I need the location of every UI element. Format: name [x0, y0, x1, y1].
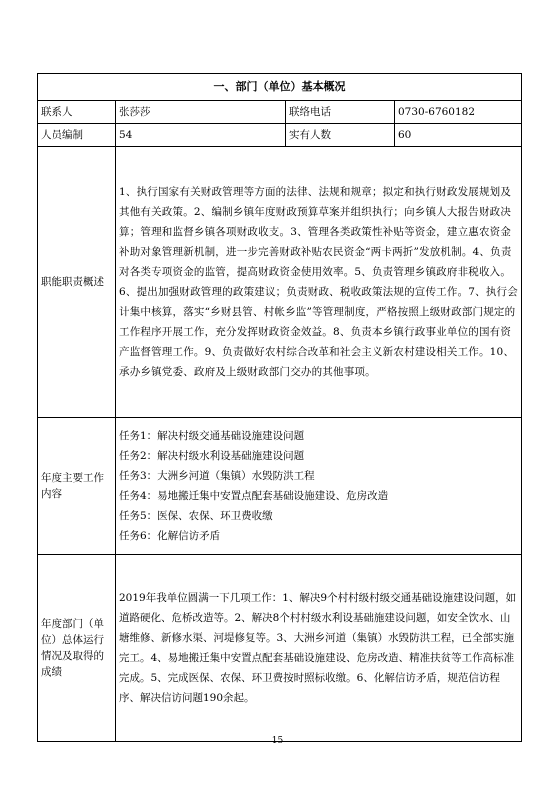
contact-value: 张莎莎 [116, 101, 286, 124]
task-item: 任务5：医保、农保、环卫费收缴 [119, 510, 273, 522]
contact-label: 联系人 [38, 101, 116, 124]
phone-value: 0730-6760182 [395, 101, 522, 124]
staffing-value: 54 [116, 124, 286, 147]
actual-staff-label: 实有人数 [286, 124, 395, 147]
annual-results-text: 2019年我单位圆满一下几项工作：1、解决9个村村级村级交通基础设施建设问题，如道路硬化、危桥改造等。2、解决8个村村级水利设基础施建设问题，如安全饮水、山塘维修、新修水渠、河堤修复等。3、大洲乡河道（集镇）水毁防洪工程，已全部实施完工。4、易地搬迁集中安置点配套基础设施建设、危房改造、精准扶贫等工作高标准完成。5、完成医保、农保、环卫费按时照标收缴。6、化解信访矛盾，规范信访程序、解决信访问题190余起。 [116, 555, 522, 742]
task-item: 任务4：易地搬迁集中安置点配套基础设施建设、危房改造 [119, 490, 389, 502]
page-number: 15 [271, 736, 284, 746]
duties-text: 1、执行国家有关财政管理等方面的法律、法规和规章；拟定和执行财政发展规划及其他有关政策。2、编制乡镇年度财政预算草案并组织执行；向乡镇人大报告财政决算；管理和监督乡镇各项财政收支。3、管理各类政策性补贴等资金，建立惠农资金补助对象管理新机制，进一步完善财政补贴农民资金“两卡两折”发放机制。4、负责对各类专项资金的监管，提高财政资金使用效率。5、负责管理乡镇政府非税收入。6、提出加强财政管理的政策建议；负责财政、税收政策法规的宣传工作。7、执行会计集中核算，落实“乡财县管、村帐乡监”等管理制度，严格按照上级财政部门规定的工作程序开展工作，充分发挥财政资金效益。8、负责本乡镇行政事业单位的国有资产监督管理工作。9、负责做好农村综合改革和社会主义新农村建设相关工作。10、承办乡镇党委、政府及上级财政部门交办的其他事项。 [116, 147, 522, 418]
annual-results-label: 年度部门（单位）总体运行情况及取得的成绩 [38, 555, 116, 742]
task-item: 任务1：解决村级交通基础设施建设问题 [119, 430, 305, 442]
staffing-label: 人员编制 [38, 124, 116, 147]
duties-label: 职能职责概述 [38, 147, 116, 418]
annual-tasks-list [116, 418, 522, 555]
annual-tasks-label: 年度主要工作内容 [38, 418, 116, 555]
unit-overview-table [37, 73, 522, 742]
task-item: 任务6：化解信访矛盾 [119, 530, 221, 542]
section-title: 一、部门（单位）基本概况 [38, 74, 522, 101]
task-item: 任务3：大洲乡河道（集镇）水毁防洪工程 [119, 470, 315, 482]
actual-staff-value: 60 [395, 124, 522, 147]
phone-label: 联络电话 [286, 101, 395, 124]
task-item: 任务2：解决村级水利设基础施建设问题 [119, 450, 305, 462]
